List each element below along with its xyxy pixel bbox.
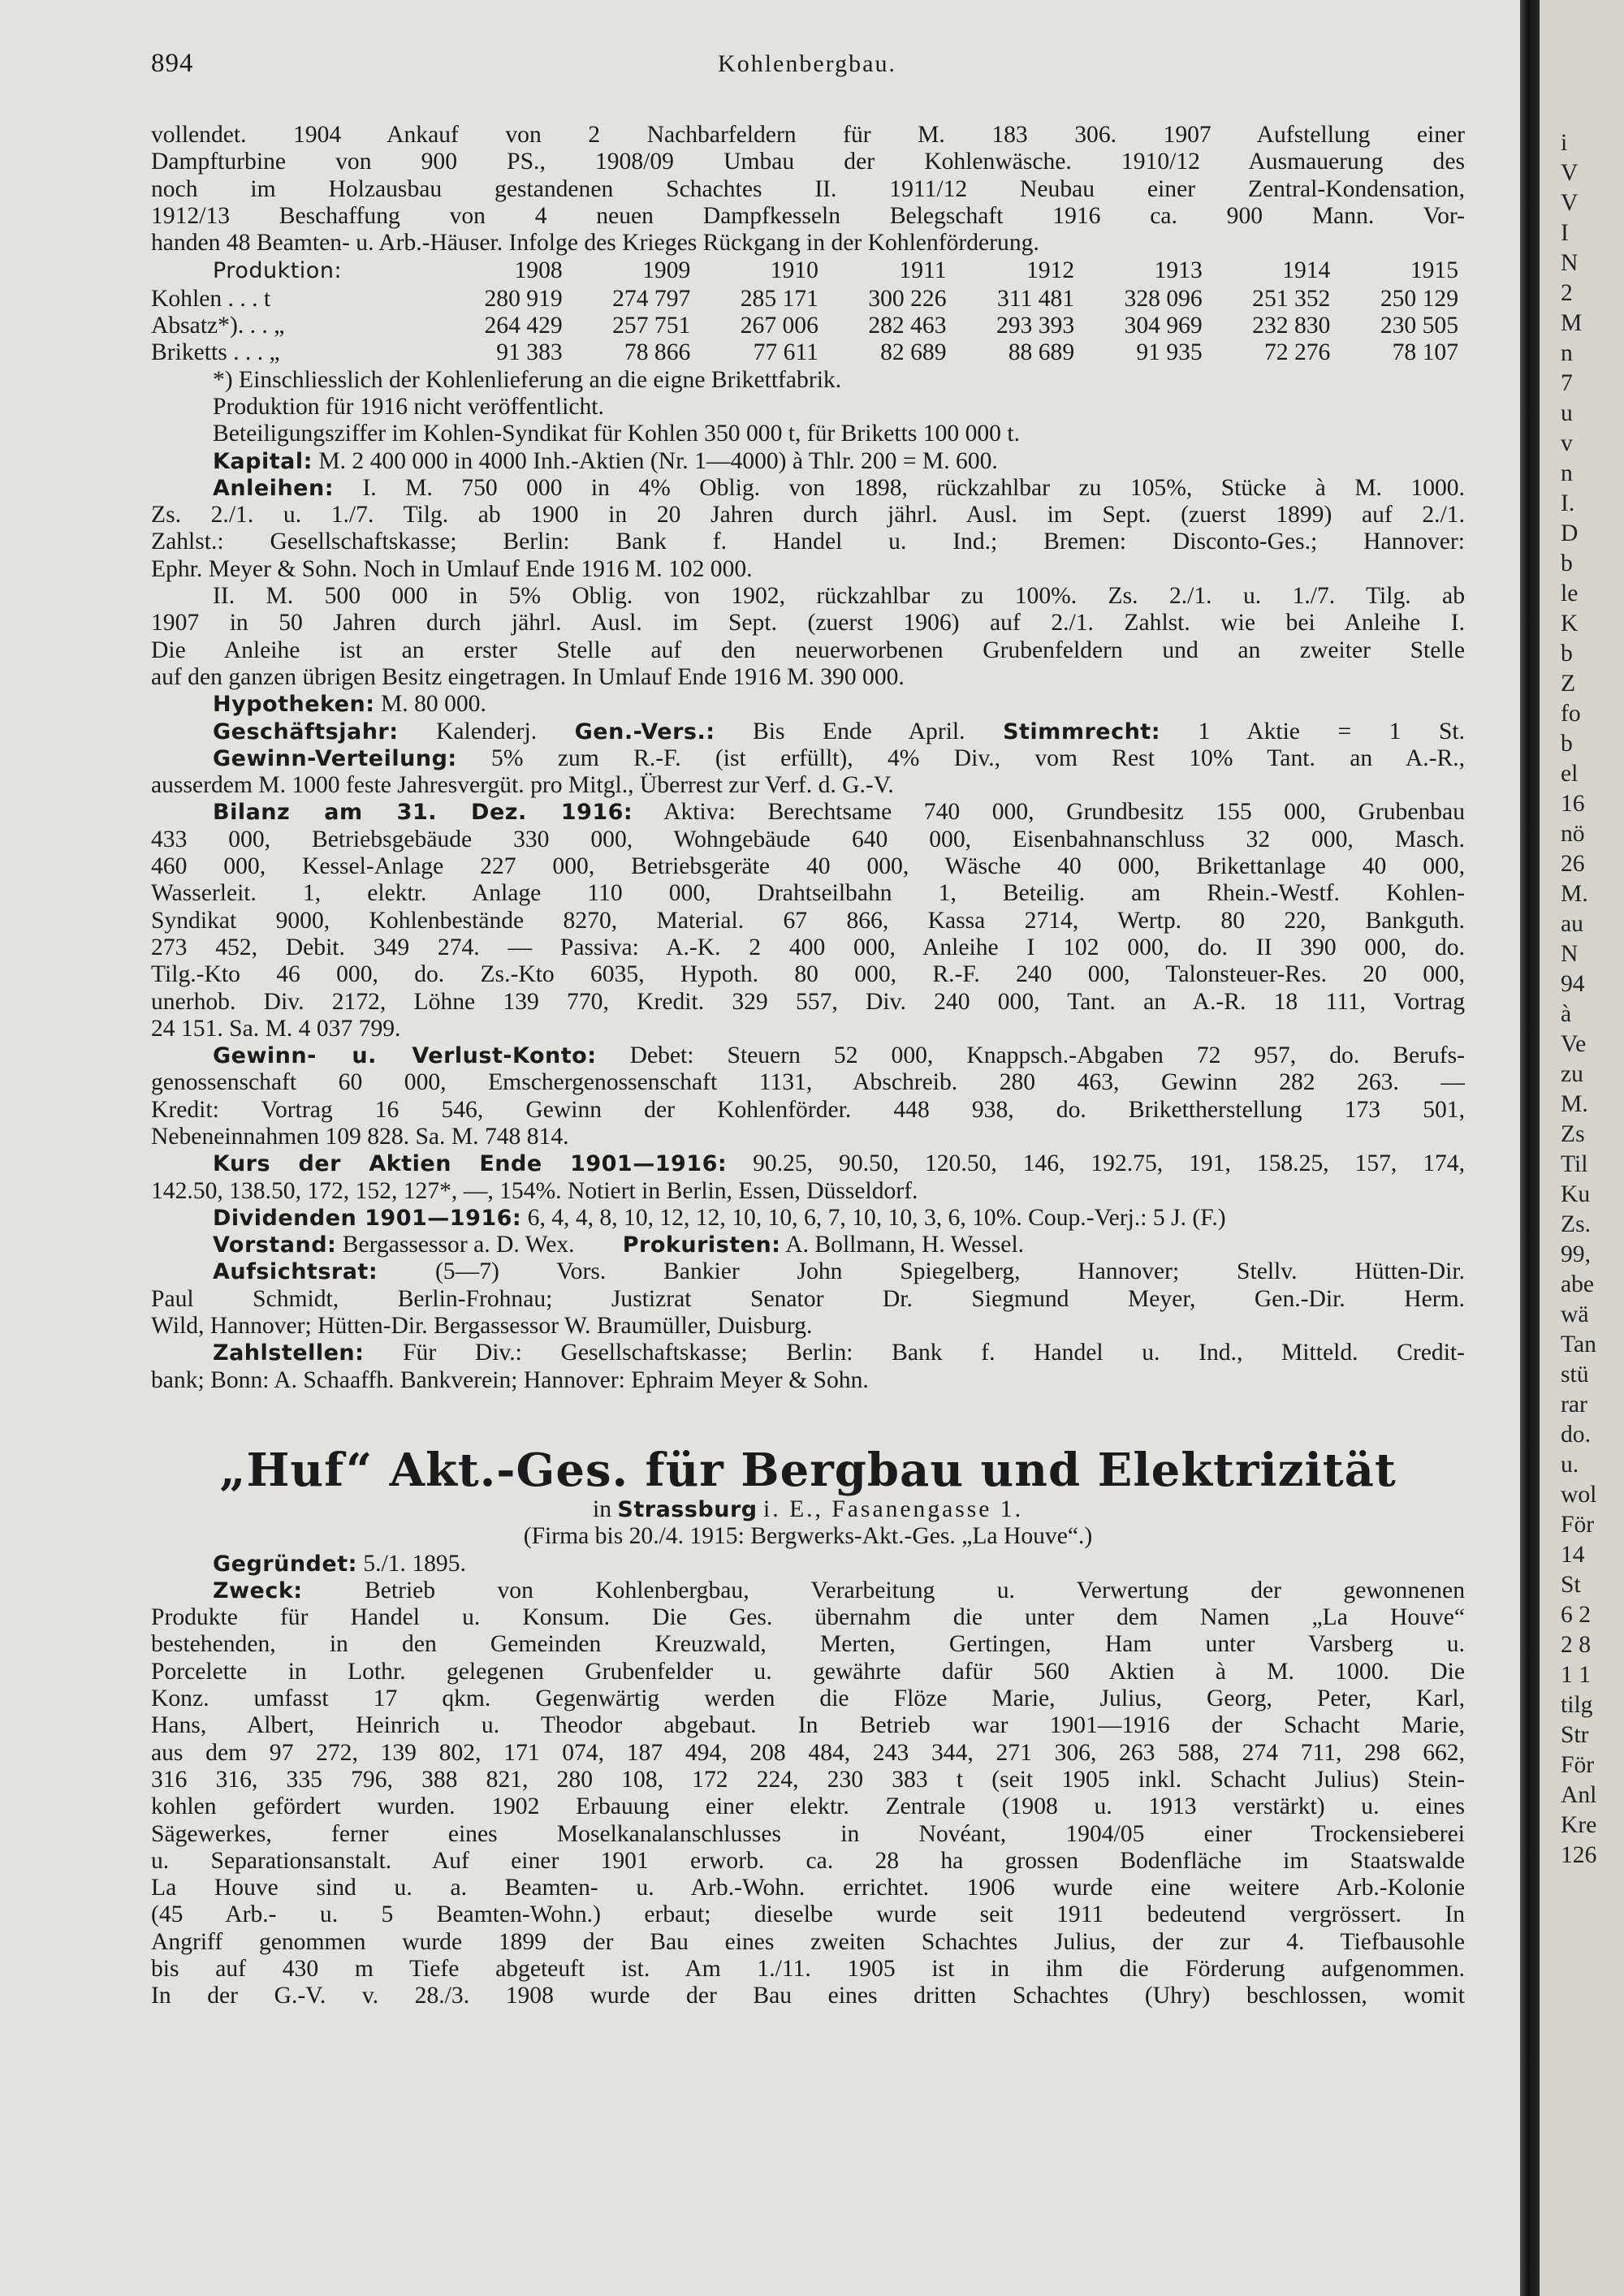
- zahlstellen-line: bank; Bonn: A. Schaaffh. Bankverein; Hannover: Ephraim Meyer & Sohn.: [151, 1366, 869, 1393]
- adjacent-page-fragment: el: [1561, 761, 1579, 787]
- year-header: 1914: [1282, 257, 1331, 284]
- adjacent-page-fragment: D: [1561, 520, 1579, 546]
- hypotheken-text: M. 80 000.: [380, 691, 486, 718]
- aufsichtsrat-line: Wild, Hannover; Hütten-Dir. Bergassessor W. Braumüller, Duisburg.: [151, 1313, 813, 1340]
- table-cell: 257 751: [612, 313, 691, 339]
- adjacent-page-fragment: 6 2: [1561, 1602, 1591, 1628]
- book-spine: [1520, 0, 1540, 2296]
- bilanz-label: Bilanz am 31. Dez. 1916:: [213, 800, 633, 826]
- company-address: i. E., Fasanengasse 1.: [763, 1495, 1024, 1522]
- adjacent-page-fragment: För: [1561, 1752, 1595, 1778]
- zahlstellen-line: [151, 1340, 1465, 1366]
- year-header: 1912: [1026, 257, 1075, 284]
- adjacent-page-fragment: K: [1561, 611, 1579, 637]
- adjacent-page-fragment: abe: [1561, 1271, 1595, 1297]
- table-cell: 82 689: [880, 339, 947, 366]
- bilanz-line: Syndikat 9000, Kohlenbestände 8270, Material. 67 866, Kassa 2714, Wertp. 80 220, Bankguth.: [151, 907, 1465, 934]
- anleihen-line: Ephr. Meyer & Sohn. Noch in Umlauf Ende 1916 M. 102 000.: [151, 555, 753, 582]
- zweck-line: [151, 1577, 1465, 1604]
- history-line: Dampfturbine von 900 PS., 1908/09 Umbau der Kohlenwäsche. 1910/12 Ausmauerung des: [151, 149, 1465, 175]
- adjacent-page-fragment: 7: [1561, 370, 1573, 396]
- adjacent-page-fragment: För: [1561, 1512, 1595, 1538]
- vorstand-text: Bergassessor a. D. Wex.: [342, 1232, 575, 1258]
- history-line: handen 48 Beamten- u. Arb.-Häuser. Infolge des Krieges Rückgang in der Kohlenförderung.: [151, 230, 1039, 257]
- stimmrecht-text: 1 Aktie = 1 St.: [1198, 718, 1466, 744]
- adjacent-page-fragment: zu: [1561, 1061, 1583, 1087]
- zahlstellen-label: Zahlstellen:: [213, 1340, 365, 1366]
- history-line: noch im Holzausbau gestandenen Schachtes II. 1911/12 Neubau einer Zentral-Kondensation,: [151, 175, 1465, 202]
- adjacent-page-fragment: b: [1561, 641, 1573, 667]
- running-title: Kohlenbergbau.: [718, 50, 896, 77]
- adjacent-page-fragment: Til: [1561, 1151, 1588, 1177]
- adjacent-page-fragment: 26: [1561, 851, 1585, 877]
- guv-label: Gewinn- u. Verlust-Konto:: [213, 1043, 597, 1069]
- anleihen-label: Anleihen:: [213, 475, 334, 501]
- guv-text: Debet: Steuern 52 000, Knappsch.-Abgaben 72 957, do. Berufs-: [629, 1042, 1465, 1069]
- kurs-line: [151, 1150, 1465, 1177]
- adjacent-page-fragment: Str: [1561, 1722, 1589, 1748]
- zweck-text: Betrieb von Kohlenbergbau, Verarbeitung u. Verwertung der gewonnenen: [365, 1577, 1465, 1603]
- kurs-line: 142.50, 138.50, 172, 152, 127*, —, 154%. Notiert in Berlin, Essen, Düsseldorf.: [151, 1177, 918, 1204]
- adjacent-page-fragment: au: [1561, 911, 1583, 937]
- adjacent-page-fragment: 1 1: [1561, 1662, 1591, 1688]
- table-cell: 311 481: [997, 285, 1075, 312]
- company-city: Strassburg: [617, 1496, 758, 1522]
- adjacent-page-fragment: fo: [1561, 701, 1581, 727]
- table-cell: 72 276: [1263, 339, 1331, 366]
- adjacent-page-fragment: Ve: [1561, 1031, 1587, 1057]
- table-cell: 293 393: [996, 313, 1075, 339]
- guv-line: genossenschaft 60 000, Emschergenossenschaft 1131, Abschreib. 280 463, Gewinn 282 263. —: [151, 1069, 1465, 1096]
- location-prefix: in: [592, 1495, 611, 1522]
- table-cell: 88 689: [1008, 339, 1075, 366]
- anleihen-line: [151, 475, 1465, 502]
- zweck-line: Produkte für Handel u. Konsum. Die Ges. übernahm die unter dem Namen „La Houve“: [151, 1604, 1465, 1631]
- bilanz-line: Wasserleit. 1, elektr. Anlage 110 000, Drahtseilbahn 1, Beteilig. am Rhein.-Westf. Kohlen-: [151, 880, 1465, 907]
- table-cell: 264 429: [484, 313, 563, 339]
- adjacent-page-fragment: St: [1561, 1572, 1581, 1598]
- table-cell: 232 830: [1252, 313, 1331, 339]
- production-row-absatz: [151, 313, 1465, 339]
- gegruendet-text: 5./1. 1895.: [363, 1550, 466, 1577]
- year-header: 1910: [770, 257, 818, 284]
- adjacent-page-fragment: tilg: [1561, 1692, 1593, 1718]
- page-number: 894: [151, 49, 194, 78]
- production-row-kohlen: [151, 286, 1465, 313]
- table-cell: 91 935: [1136, 339, 1203, 366]
- adjacent-page-fragment: u: [1561, 400, 1573, 426]
- zweck-line: kohlen gefördert wurden. 1902 Erbauung einer elektr. Zentrale (1908 u. 1913 verstärkt) u. eines: [151, 1793, 1465, 1820]
- year-header: 1908: [514, 257, 563, 284]
- stimmrecht-label: Stimmrecht:: [1003, 719, 1161, 744]
- adjacent-page-fragment: u.: [1561, 1452, 1579, 1478]
- zweck-line: (45 Arb.- u. 5 Beamten-Wohn.) erbaut; dieselbe wurde seit 1911 bedeutend vergrössert. In: [151, 1901, 1465, 1928]
- zweck-line: Sägewerkes, ferner eines Moselkanalanschlusses in Novéant, 1904/05 einer Trockensieberei: [151, 1820, 1465, 1847]
- table-cell: 274 797: [612, 285, 691, 312]
- anleihen-line: Zahlst.: Gesellschaftskasse; Berlin: Bank f. Handel u. Ind.; Bremen: Disconto-Ges.; Hannover:: [151, 529, 1465, 555]
- bilanz-text: Aktiva: Berechtsame 740 000, Grundbesitz 155 000, Grubenbau: [663, 799, 1465, 826]
- history-line: vollendet. 1904 Ankauf von 2 Nachbarfeldern für M. 183 306. 1907 Aufstellung einer: [151, 122, 1465, 148]
- table-cell: 282 463: [868, 313, 947, 339]
- adjacent-page-fragment: le: [1561, 580, 1579, 606]
- geschaeftsjahr-label: Geschäftsjahr:: [213, 719, 399, 744]
- row-label: Briketts . . . „: [151, 339, 280, 366]
- zweck-line: 316 316, 335 796, 388 821, 280 108, 172 224, 230 383 t (seit 1905 inkl. Schacht Julius) Stein-: [151, 1766, 1465, 1793]
- table-cell: 300 226: [868, 285, 947, 312]
- row-label: Absatz*). . . „: [151, 313, 285, 339]
- table-cell: 77 611: [753, 339, 818, 366]
- table-cell: 280 919: [484, 285, 563, 312]
- zweck-line: Angriff genommen wurde 1899 der Bau eines zweiten Schachtes Julius, der zur 4. Tiefbausohle: [151, 1928, 1465, 1955]
- adjacent-page-fragment: n: [1561, 460, 1573, 486]
- zahlstellen-text: Für Div.: Gesellschaftskasse; Berlin: Bank f. Handel u. Ind., Mitteld. Credit-: [403, 1340, 1465, 1366]
- table-cell: 304 969: [1124, 313, 1203, 339]
- adjacent-page-fragment: n: [1561, 340, 1573, 366]
- hypotheken-line: [151, 691, 1465, 718]
- adjacent-page-fragment: Ku: [1561, 1181, 1591, 1207]
- adjacent-page-fragment: Zs.: [1561, 1211, 1591, 1237]
- dividenden-label: Dividenden 1901—1916:: [213, 1205, 522, 1231]
- table-cell: 230 505: [1380, 313, 1458, 339]
- table-cell: 91 383: [496, 339, 563, 366]
- zweck-line: bis auf 430 m Tiefe abgeteuft ist. Am 1./11. 1905 ist in ihm die Förderung aufgenommen.: [151, 1956, 1465, 1982]
- adjacent-page-fragment: à: [1561, 1001, 1572, 1027]
- adjacent-page-fragment: Zs: [1561, 1121, 1585, 1147]
- adjacent-page-fragment: rar: [1561, 1392, 1587, 1418]
- zweck-line: La Houve sind u. a. Beamten- u. Arb.-Wohn. errichtet. 1906 wurde eine weitere Arb.-Kolonie: [151, 1875, 1465, 1901]
- guv-line: Kredit: Vortrag 16 546, Gewinn der Kohlenförder. 448 938, do. Brikettherstellung 173 501,: [151, 1096, 1465, 1123]
- anleihe2-line: 1907 in 50 Jahren durch jährl. Ausl. im Sept. (zuerst 1906) auf 2./1. Zahlst. wie bei Anleihe I.: [151, 610, 1465, 637]
- year-header: 1911: [899, 257, 947, 284]
- dividenden-line: [151, 1205, 1465, 1232]
- zweck-label: Zweck:: [213, 1577, 303, 1603]
- meta-line: [151, 719, 1465, 745]
- prokuristen-label: Prokuristen:: [622, 1232, 781, 1258]
- syndicate-quota: Beteiligungsziffer im Kohlen-Syndikat für Kohlen 350 000 t, für Briketts 100 000 t.: [213, 421, 1020, 447]
- adjacent-page-fragment: wol: [1561, 1482, 1597, 1508]
- year-header: 1913: [1154, 257, 1203, 284]
- aufsichtsrat-label: Aufsichtsrat:: [213, 1259, 378, 1285]
- text-column: [151, 122, 1465, 2010]
- vorstand-line: [151, 1232, 1465, 1258]
- anleihe2-line: Die Anleihe ist an erster Stelle auf den neuerworbenen Grubenfeldern und an zweiter Stelle: [151, 637, 1465, 663]
- adjacent-page-fragment: I: [1561, 220, 1569, 246]
- bilanz-line: [151, 799, 1465, 826]
- adjacent-page-fragment: M: [1561, 310, 1583, 336]
- gewinn-line: ausserdem M. 1000 feste Jahresvergüt. pro Mitgl., Überrest zur Verf. d. G.-V.: [151, 772, 894, 799]
- row-label: Kohlen . . . t: [151, 285, 271, 312]
- previous-company-entry: [151, 122, 1465, 1394]
- zweck-line: u. Separationsanstalt. Auf einer 1901 erworb. ca. 28 ha grossen Bodenfläche im Staatswalde: [151, 1847, 1465, 1874]
- guv-line: [151, 1042, 1465, 1069]
- adjacent-page-fragment: M.: [1561, 881, 1588, 907]
- adjacent-page-fragment: 14: [1561, 1542, 1585, 1568]
- bilanz-line: 460 000, Kessel-Anlage 227 000, Betriebsgeräte 40 000, Wäsche 40 000, Brikettanlage 40 000,: [151, 853, 1465, 880]
- adjacent-page-fragment: 2 8: [1561, 1632, 1591, 1658]
- table-cell: 267 006: [740, 313, 818, 339]
- adjacent-page-edge: [1540, 0, 1624, 2296]
- adjacent-page-fragment: 94: [1561, 971, 1585, 997]
- anleihe2-line: II. M. 500 000 in 5% Oblig. von 1902, rückzahlbar zu 100%. Zs. 2./1. u. 1./7. Tilg. ab: [213, 583, 1465, 610]
- adjacent-page-fragment: 99,: [1561, 1241, 1591, 1267]
- bilanz-line: unerhob. Div. 2172, Löhne 139 770, Kredit. 329 557, Div. 240 000, Tant. an A.-R. 18 111, Vortrag: [151, 988, 1465, 1015]
- genvers-text: Bis Ende April.: [753, 718, 965, 744]
- adjacent-page-fragment: Kre: [1561, 1812, 1597, 1838]
- adjacent-page-fragment: Z: [1561, 671, 1576, 697]
- zweck-line: Hans, Albert, Heinrich u. Theodor abgebaut. In Betrieb war 1901—1916 der Schacht Marie,: [151, 1712, 1465, 1739]
- kapital-label: Kapital:: [213, 448, 313, 474]
- kapital-line: [151, 448, 1465, 475]
- adjacent-page-fragment: v: [1561, 430, 1573, 456]
- huf-company-entry: [151, 1444, 1465, 2010]
- adjacent-page-fragment: nö: [1561, 821, 1585, 847]
- adjacent-page-fragment: M.: [1561, 1091, 1588, 1117]
- adjacent-page-fragment: wä: [1561, 1301, 1589, 1327]
- adjacent-page-fragment: V: [1561, 190, 1579, 216]
- table-cell: 285 171: [740, 285, 818, 312]
- zweck-line: Porcelette in Lothr. gelegenen Grubenfelder u. gewährte dafür 560 Aktien à M. 1000. Die: [151, 1658, 1465, 1685]
- adjacent-page-fragment: I.: [1561, 490, 1575, 516]
- zweck-line: aus dem 97 272, 139 802, 171 074, 187 494, 208 484, 243 344, 271 306, 263 588, 274 711, 298 662,: [151, 1739, 1465, 1766]
- production-footnote: *) Einschliesslich der Kohlenlieferung an die eigne Brikettfabrik.: [213, 366, 842, 393]
- kurs-text: 90.25, 90.50, 120.50, 146, 192.75, 191, 158.25, 157, 174,: [753, 1150, 1465, 1177]
- adjacent-page-fragment: 126: [1561, 1842, 1597, 1868]
- adjacent-page-fragment: Anl: [1561, 1782, 1597, 1808]
- adjacent-page-fragment: 16: [1561, 791, 1585, 817]
- prokuristen-text: A. Bollmann, H. Wessel.: [785, 1232, 1025, 1258]
- zweck-line: Konz. umfasst 17 qkm. Gegenwärtig werden die Flöze Marie, Julius, Georg, Peter, Karl,: [151, 1685, 1465, 1712]
- adjacent-page-fragment: N: [1561, 250, 1579, 276]
- page-header: [151, 49, 1463, 84]
- adjacent-page-fragment: N: [1561, 941, 1579, 967]
- company-location: [151, 1496, 1465, 1523]
- aufsichtsrat-line: [151, 1258, 1465, 1285]
- hypotheken-label: Hypotheken:: [213, 692, 375, 718]
- year-header: 1915: [1410, 257, 1458, 284]
- gewinn-text: 5% zum R.-F. (ist erfüllt), 4% Div., vom Rest 10% Tant. an A.-R.,: [491, 744, 1465, 771]
- vorstand-label: Vorstand:: [213, 1232, 337, 1258]
- adjacent-page-fragment: 2: [1561, 280, 1573, 306]
- history-line: 1912/13 Beschaffung von 4 neuen Dampfkesseln Belegschaft 1916 ca. 900 Mann. Vor-: [151, 202, 1465, 229]
- gegruendet-line: [151, 1551, 1465, 1577]
- production-note: Produktion für 1916 nicht veröffentlicht.: [213, 393, 604, 420]
- anleihen-text: I. M. 750 000 in 4% Oblig. von 1898, rückzahlbar zu 105%, Stücke à M. 1000.: [362, 474, 1465, 501]
- former-name: (Firma bis 20./4. 1915: Bergwerks-Akt.-Ges. „La Houve“.): [523, 1523, 1093, 1550]
- aufsichtsrat-line: Paul Schmidt, Berlin-Frohnau; Justizrat Senator Dr. Siegmund Meyer, Gen.-Dir. Herm.: [151, 1285, 1465, 1312]
- geschaeftsjahr-text: Kalenderj.: [436, 718, 538, 744]
- guv-line: Nebeneinnahmen 109 828. Sa. M. 748 814.: [151, 1123, 569, 1150]
- table-cell: 251 352: [1252, 285, 1331, 312]
- bilanz-line: 433 000, Betriebsgebäude 330 000, Wohngebäude 640 000, Eisenbahnanschluss 32 000, Masch.: [151, 826, 1465, 852]
- bilanz-line: 273 452, Debit. 349 274. — Passiva: A.-K. 2 400 000, Anleihe I 102 000, do. II 390 000, do.: [151, 934, 1465, 960]
- production-header-row: [151, 257, 1465, 285]
- kurs-label: Kurs der Aktien Ende 1901—1916:: [213, 1151, 728, 1177]
- dividenden-text: 6, 4, 4, 8, 10, 12, 12, 10, 10, 6, 7, 10, 10, 3, 6, 10%. Coup.-Verj.: 5 J. (F.): [527, 1204, 1226, 1231]
- adjacent-page-fragment: do.: [1561, 1422, 1591, 1448]
- adjacent-page-fragment: i: [1561, 130, 1568, 156]
- company-title: „Huf“ Akt.-Ges. für Bergbau und Elektrizität: [219, 1443, 1397, 1497]
- production-label: Produktion:: [213, 258, 343, 284]
- table-cell: 78 107: [1392, 339, 1458, 366]
- zweck-line: bestehenden, in den Gemeinden Kreuzwald, Merten, Gertingen, Ham unter Varsberg u.: [151, 1631, 1465, 1658]
- anleihe2-line: auf den ganzen übrigen Besitz eingetragen. In Umlauf Ende 1916 M. 390 000.: [151, 663, 905, 690]
- table-cell: 78 866: [624, 339, 691, 366]
- gewinn-line: [151, 745, 1465, 772]
- kapital-text: M. 2 400 000 in 4000 Inh.-Aktien (Nr. 1—4000) à Thlr. 200 = M. 600.: [318, 447, 998, 474]
- adjacent-page-fragment: stü: [1561, 1362, 1589, 1388]
- year-header: 1909: [642, 257, 691, 284]
- aufsichtsrat-text: (5—7) Vors. Bankier John Spiegelberg, Hannover; Stellv. Hütten-Dir.: [434, 1258, 1465, 1285]
- genvers-label: Gen.-Vers.:: [574, 719, 715, 744]
- gegruendet-label: Gegründet:: [213, 1551, 357, 1577]
- bilanz-line: 24 151. Sa. M. 4 037 799.: [151, 1015, 401, 1042]
- adjacent-page-fragment: b: [1561, 731, 1573, 757]
- gewinn-label: Gewinn-Verteilung:: [213, 745, 457, 771]
- adjacent-page-fragment: Tan: [1561, 1331, 1596, 1357]
- zweck-line: In der G.-V. v. 28./3. 1908 wurde der Bau eines dritten Schachtes (Uhry) beschlossen, womit: [151, 1983, 1465, 2009]
- production-row-briketts: [151, 339, 1465, 366]
- table-cell: 250 129: [1380, 285, 1458, 312]
- adjacent-page-fragment: b: [1561, 550, 1573, 576]
- table-cell: 328 096: [1124, 285, 1203, 312]
- adjacent-page-fragment: V: [1561, 160, 1579, 186]
- bilanz-line: Tilg.-Kto 46 000, do. Zs.-Kto 6035, Hypoth. 80 000, R.-F. 240 000, Talonsteuer-Res. 20 000,: [151, 961, 1465, 988]
- anleihen-line: Zs. 2./1. u. 1./7. Tilg. ab 1900 in 20 Jahren durch jährl. Ausl. im Sept. (zuerst 1899) auf 2./1.: [151, 502, 1465, 529]
- production-table: [151, 257, 1465, 366]
